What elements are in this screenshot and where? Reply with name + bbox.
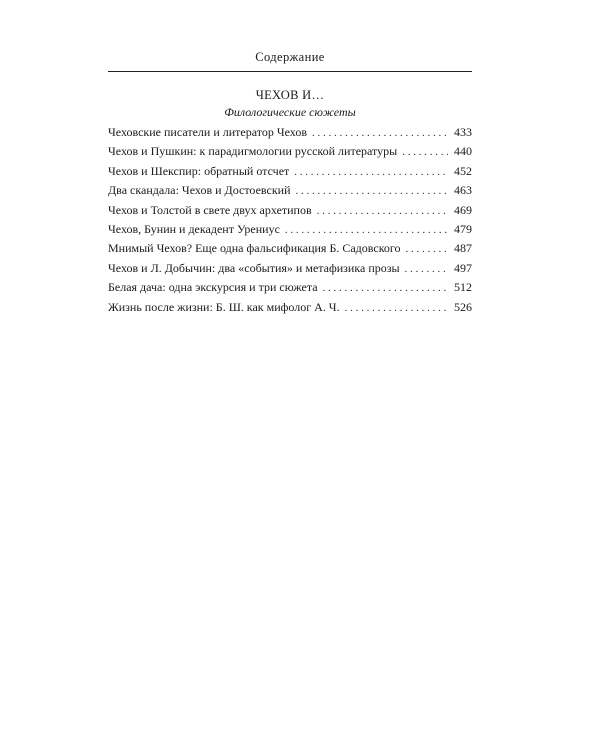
- toc-entry-title: Мнимый Чехов? Еще одна фальсификация Б. Садовского: [108, 241, 401, 256]
- toc-entry-title: Чехов и Л. Добычин: два «события» и метафизика прозы: [108, 260, 400, 275]
- dot-leader: [345, 302, 448, 314]
- toc-entry: [108, 203, 472, 222]
- toc-entry: [108, 300, 472, 319]
- dot-leader: [285, 224, 448, 236]
- dot-leader: [317, 205, 448, 217]
- toc-entry-title: Чехов и Шекспир: обратный отсчет: [108, 163, 290, 178]
- toc-entry-title: Чеховские писатели и литератор Чехов: [108, 125, 308, 139]
- dot-leader: [294, 166, 448, 178]
- toc-entry-page: 452: [454, 163, 472, 178]
- running-head: Содержание: [255, 50, 325, 64]
- toc-entry-title: Жизнь после жизни: Б. Ш. как мифолог А. Ч.: [108, 299, 340, 314]
- toc-entry-page: 433: [454, 125, 472, 139]
- toc-entry-page: 440: [454, 144, 472, 159]
- toc-entry-page: 497: [454, 260, 472, 275]
- toc-entry: [108, 144, 472, 163]
- toc-entry-title: Белая дача: одна экскурсия и три сюжета: [108, 280, 318, 295]
- toc-entry-page: 479: [454, 221, 472, 236]
- dot-leader: [323, 282, 448, 294]
- header-rule: [108, 71, 472, 72]
- table-of-contents: [108, 125, 472, 319]
- toc-entry: [108, 164, 472, 183]
- toc-entry: [108, 183, 472, 202]
- toc-entry: [108, 280, 472, 299]
- toc-entry-title: Чехов и Пушкин: к парадигмологии русской литературы: [108, 144, 398, 159]
- dot-leader: [405, 263, 448, 275]
- toc-entry: [108, 241, 472, 260]
- toc-entry-title: Чехов, Бунин и декадент Урениус: [108, 221, 280, 236]
- toc-entry-title: Чехов и Толстой в свете двух архетипов: [108, 202, 312, 217]
- toc-entry-page: 526: [454, 299, 472, 314]
- toc-entry: [108, 222, 472, 241]
- toc-entry-page: 512: [454, 280, 472, 295]
- dot-leader: [312, 127, 448, 139]
- toc-entry-page: 463: [454, 183, 472, 198]
- toc-entry-title: Два скандала: Чехов и Достоевский: [108, 183, 291, 198]
- toc-entry-page: 487: [454, 241, 472, 256]
- dot-leader: [406, 243, 448, 255]
- section-subtitle: Филологические сюжеты: [224, 105, 356, 119]
- toc-entry: [108, 261, 472, 280]
- section-title: ЧЕХОВ И…: [255, 88, 325, 102]
- dot-leader: [402, 146, 448, 158]
- dot-leader: [296, 185, 449, 197]
- toc-entry: [108, 125, 472, 144]
- toc-entry-page: 469: [454, 202, 472, 217]
